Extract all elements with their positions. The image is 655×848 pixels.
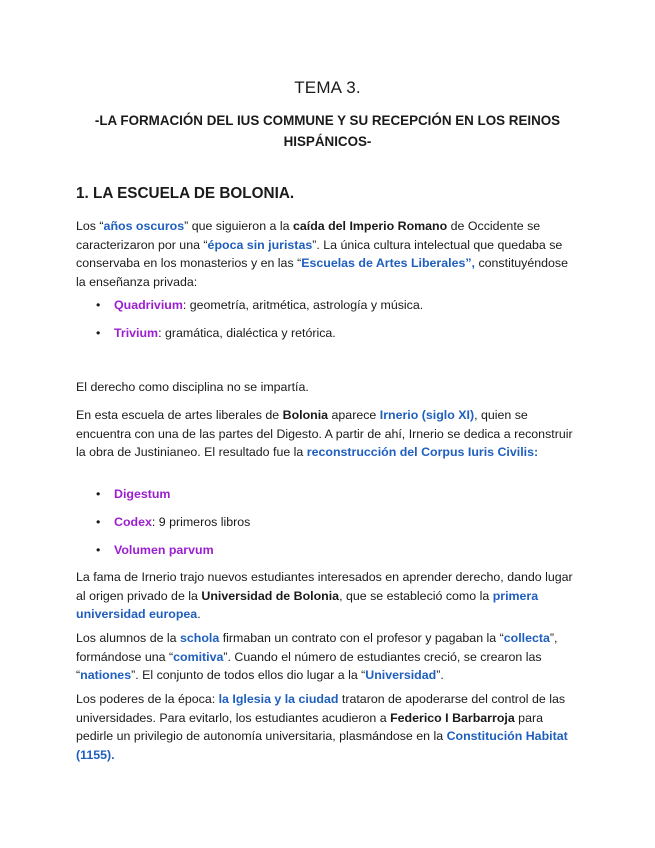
highlight-term: años oscuros — [103, 219, 185, 233]
list-item: • Volumen parvum — [96, 543, 214, 557]
highlight-term: la Iglesia y la ciudad — [218, 692, 339, 706]
document-subtitle: -LA FORMACIÓN DEL IUS COMMUNE Y SU RECEPCIÓN EN LOS REINOS HISPÁNICOS- — [94, 113, 561, 149]
bullet-icon: • — [96, 326, 101, 340]
highlight-term: reconstrucción del Corpus Iuris Civilis: — [306, 445, 539, 460]
bullet-icon: • — [96, 543, 101, 557]
highlight-term: época sin juristas — [207, 237, 313, 252]
highlight-term: Escuelas de Artes Liberales”, — [301, 256, 476, 271]
highlight-term: primera universidad europea — [76, 588, 539, 622]
bullet-icon: • — [96, 515, 101, 529]
paragraph-fama: La fama de Irnerio trajo nuevos estudiantes interesados en aprender derecho, dando lugar al origen privado de la Universidad de Bolonia, que se estableció como la primera universidad europea. — [76, 570, 573, 622]
highlight-term: comitiva — [173, 649, 224, 664]
list-item: • Trivium: gramática, dialéctica y retórica. — [96, 326, 336, 340]
bold-term: Universidad de Bolonia — [201, 588, 340, 603]
section-heading: 1. LA ESCUELA DE BOLONIA. — [76, 185, 295, 202]
paragraph-poderes: Los poderes de la época: la Iglesia y la ciudad trataron de apoderarse del control de las universidades. Para evitarlo, los estudiantes acudieron a Federico I Barbarroja para pedirle un privilegio de autonomía universitaria, plasmándose en la Constitución Habitat (1155). — [76, 692, 568, 763]
bullet-icon: • — [96, 487, 101, 501]
highlight-term: collecta — [503, 631, 550, 645]
list-item: • Codex: 9 primeros libros — [96, 515, 251, 529]
paragraph-irnerio: En esta escuela de artes liberales de Bolonia aparece Irnerio (siglo XI), quien se encuentra con una de las partes del Digesto. A partir de ahí, Irnerio se dedica a reconstruir la obra de Justinianeo. El resultado fue la reconstrucción del Corpus Iuris Civilis: — [76, 408, 573, 460]
highlight-term: nationes — [80, 668, 132, 683]
list-item: • Quadrivium: geometría, aritmética, astrología y música. — [96, 298, 424, 312]
paragraph-intro: Los “años oscuros” que siguieron a la caída del Imperio Romano de Occidente se caracterizaron por una “época sin juristas”. La única cultura intelectual que quedaba se conservaba en los monasterios y en las “Escuelas de Artes Liberales”, constituyéndose la enseñanza privada: — [76, 219, 569, 290]
highlight-term: Irnerio (siglo XI) — [379, 408, 475, 422]
highlight-term: schola — [180, 631, 220, 645]
bullet-icon: • — [96, 298, 101, 312]
list-item: • Digestum — [96, 487, 171, 501]
paragraph: El derecho como disciplina no se impartía. — [76, 380, 309, 394]
highlight-term: Universidad — [365, 668, 437, 683]
highlight-term: Constitución Habitat (1155). — [76, 729, 568, 763]
bold-term: Federico I Barbarroja — [390, 710, 515, 725]
bold-term: caída del Imperio Romano — [292, 219, 448, 233]
paragraph-alumnos: Los alumnos de la schola firmaban un contrato con el profesor y pagaban la “collecta”, formándose una “comitiva”. Cuando el número de estudiantes creció, se crearon las “nationes”. El conjunto de todos ellos dio lugar a la “Universidad”. — [76, 631, 558, 683]
document-title: TEMA 3. — [294, 78, 361, 97]
bold-term: Bolonia — [282, 408, 329, 422]
